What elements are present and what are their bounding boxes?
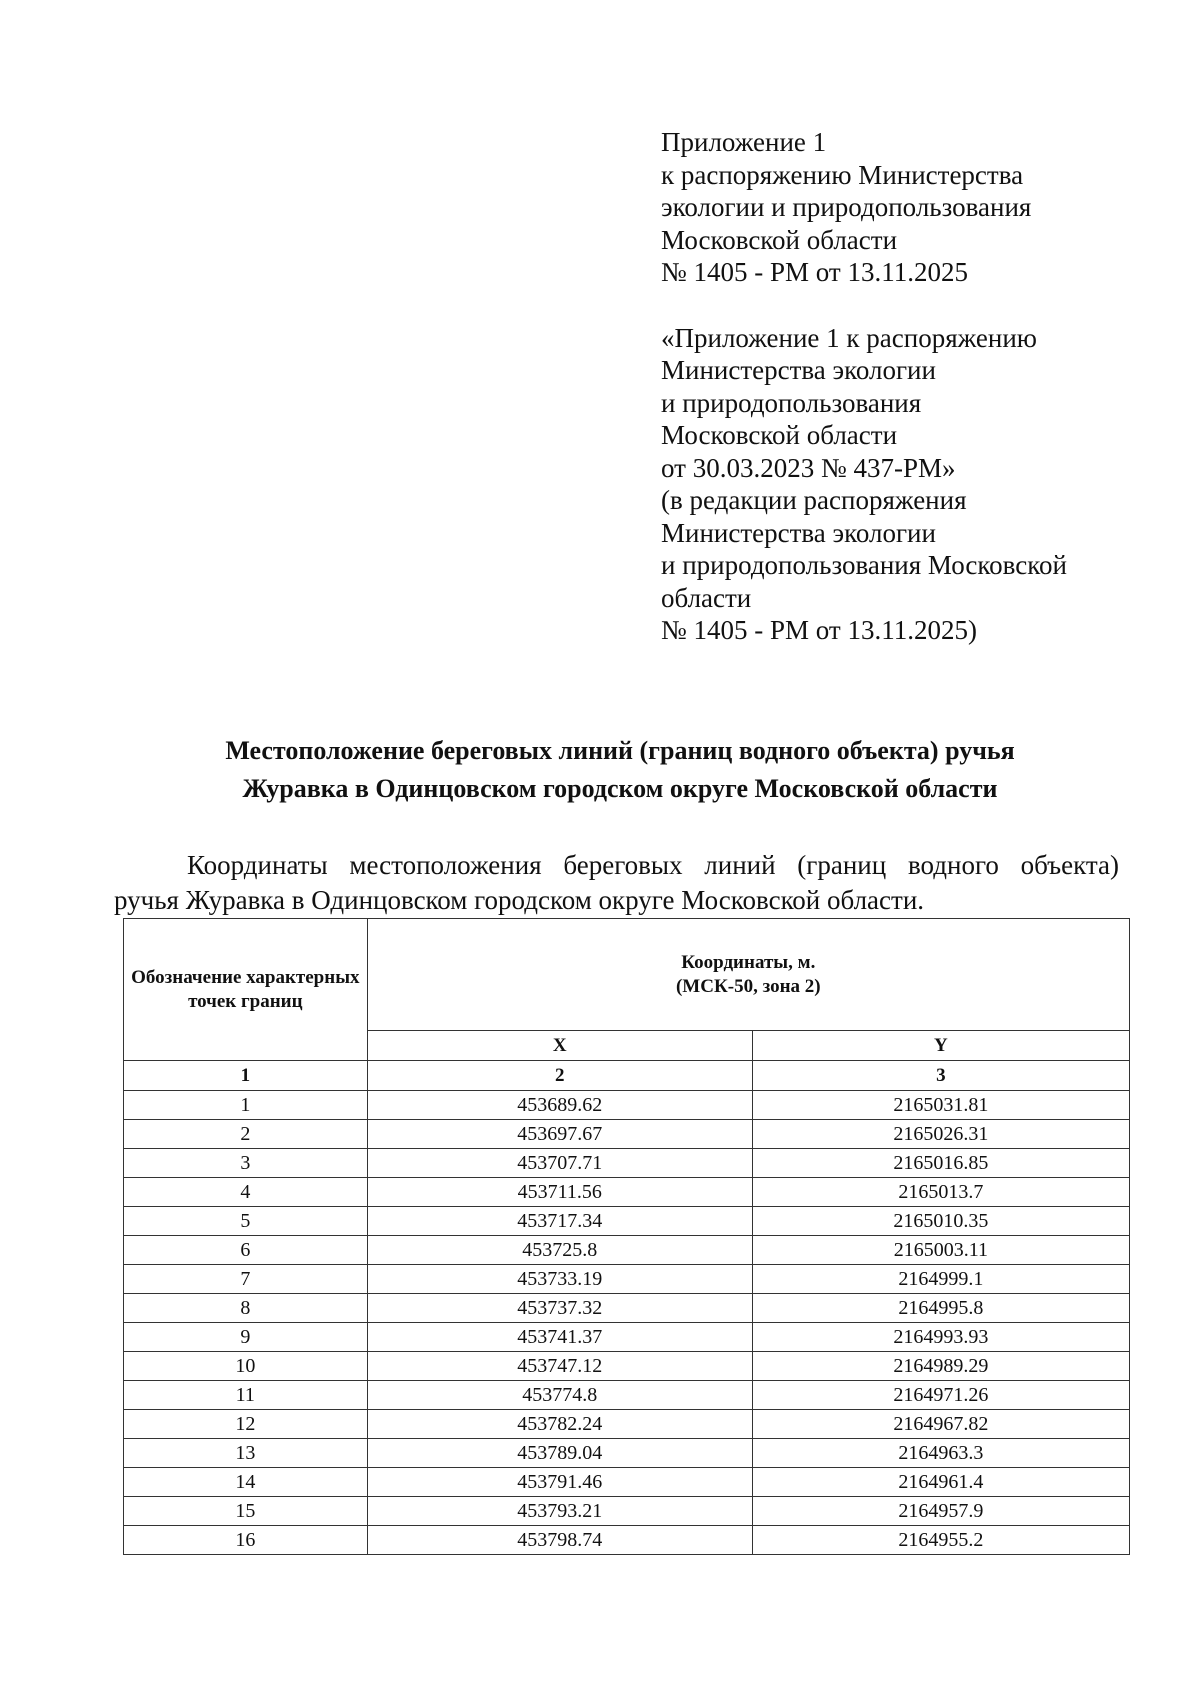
x-coordinate-cell: 453697.67 [367,1120,752,1149]
appendix-line: к распоряжению Министерства [661,159,1024,190]
y-coordinate-cell: 2164993.93 [752,1323,1129,1352]
appendix-quoted-line: № 1405 - РМ от 13.11.2025) [661,615,977,645]
y-coordinate-cell: 2164999.1 [752,1265,1129,1294]
appendix-quoted-line: от 30.03.2023 № 437-РМ» [661,452,956,483]
point-cell: 8 [124,1294,368,1323]
table-row [124,1294,1130,1323]
x-coordinate-cell: 453793.21 [367,1497,752,1526]
table-row [124,1381,1130,1410]
document-title-line: Местоположение береговых линий (границ водного объекта) ручья [225,736,1015,765]
y-coordinate-cell: 2164957.9 [752,1497,1129,1526]
x-coordinate-cell: 453791.46 [367,1468,752,1497]
header-coordinates-line: (МСК-50, зона 2) [675,975,821,997]
y-coordinate-cell: 2164971.26 [752,1381,1129,1410]
point-cell: 6 [124,1236,368,1265]
appendix-line: № 1405 - РМ от 13.11.2025 [661,257,968,287]
appendix-line: экологии и природопользования [661,192,1032,222]
x-coordinate-cell: 453689.62 [367,1091,752,1120]
point-cell: 7 [124,1265,368,1294]
x-coordinate-cell: 453782.24 [367,1410,752,1439]
x-coordinate-cell: 453737.32 [367,1294,752,1323]
appendix-line: Московской области [661,224,898,255]
x-coordinate-cell: 453733.19 [367,1265,752,1294]
table-row [124,1236,1130,1265]
column-number: 3 [752,1061,1129,1091]
appendix-quoted-block [661,322,1131,647]
header-coordinates-line: Координаты, м. [681,951,816,973]
table-row [124,1468,1130,1497]
point-cell: 4 [124,1178,368,1207]
y-coordinate-cell: 2165026.31 [752,1120,1129,1149]
point-cell: 15 [124,1497,368,1526]
point-cell: 5 [124,1207,368,1236]
document-title-line: Журавка в Одинцовском городском округе Московской области [242,774,998,803]
table-row [124,1091,1130,1120]
appendix-quoted-line: «Приложение 1 к распоряжению [661,322,1037,353]
header-points: Обозначение характерных точек границ [124,919,368,1061]
x-coordinate-cell: 453725.8 [367,1236,752,1265]
table-row [124,1439,1130,1468]
table-row [124,1207,1130,1236]
x-coordinate-cell: 453774.8 [367,1381,752,1410]
y-coordinate-cell: 2165010.35 [752,1207,1129,1236]
y-coordinate-cell: 2165013.7 [752,1178,1129,1207]
x-coordinate-cell: 453747.12 [367,1352,752,1381]
coordinates-table-body [124,1091,1130,1555]
header-axis-y: Y [752,1031,1129,1061]
y-coordinate-cell: 2164961.4 [752,1468,1129,1497]
y-coordinate-cell: 2164989.29 [752,1352,1129,1381]
point-cell: 13 [124,1439,368,1468]
y-coordinate-cell: 2165016.85 [752,1149,1129,1178]
point-cell: 3 [124,1149,368,1178]
appendix-quoted-line: и природопользования Московской [661,550,1067,580]
table-row [124,1265,1130,1294]
point-cell: 11 [124,1381,368,1410]
column-number: 1 [124,1061,368,1091]
header-coordinates [367,919,1129,1031]
y-coordinate-cell: 2164963.3 [752,1439,1129,1468]
point-cell: 12 [124,1410,368,1439]
column-number: 2 [367,1061,752,1091]
y-coordinate-cell: 2164955.2 [752,1526,1129,1555]
appendix-line: Приложение 1 [661,127,827,157]
appendix-quoted-line: Министерства экологии [661,517,936,548]
table-row [124,1526,1130,1555]
point-cell: 10 [124,1352,368,1381]
x-coordinate-cell: 453707.71 [367,1149,752,1178]
y-coordinate-cell: 2165031.81 [752,1091,1129,1120]
intro-paragraph [114,848,1119,918]
appendix-quoted-line: (в редакции распоряжения [661,485,967,515]
point-cell: 16 [124,1526,368,1555]
appendix-quoted-line: Московской области [661,420,898,450]
x-coordinate-cell: 453798.74 [367,1526,752,1555]
table-row [124,1149,1130,1178]
table-row [124,1120,1130,1149]
document-title [110,732,1130,808]
x-coordinate-cell: 453711.56 [367,1178,752,1207]
point-cell: 1 [124,1091,368,1120]
appendix-quoted-line: области [661,582,752,613]
x-coordinate-cell: 453741.37 [367,1323,752,1352]
appendix-header [661,126,1131,647]
table-row [124,1410,1130,1439]
x-coordinate-cell: 453789.04 [367,1439,752,1468]
y-coordinate-cell: 2164967.82 [752,1410,1129,1439]
intro-line: Координаты местоположения береговых линий (границ водного объекта) [187,850,1119,880]
coordinates-table [123,918,1130,1555]
y-coordinate-cell: 2165003.11 [752,1236,1129,1265]
point-cell: 9 [124,1323,368,1352]
table-row [124,1497,1130,1526]
intro-line: ручья Журавка в Одинцовском городском округе Московской области. [114,885,925,915]
table-row [124,1323,1130,1352]
header-axis-x: X [367,1031,752,1061]
point-cell: 14 [124,1468,368,1497]
x-coordinate-cell: 453717.34 [367,1207,752,1236]
appendix-quoted-line: и природопользования [661,387,922,418]
appendix-quoted-line: Министерства экологии [661,355,936,385]
table-row [124,1178,1130,1207]
y-coordinate-cell: 2164995.8 [752,1294,1129,1323]
point-cell: 2 [124,1120,368,1149]
table-row [124,1352,1130,1381]
